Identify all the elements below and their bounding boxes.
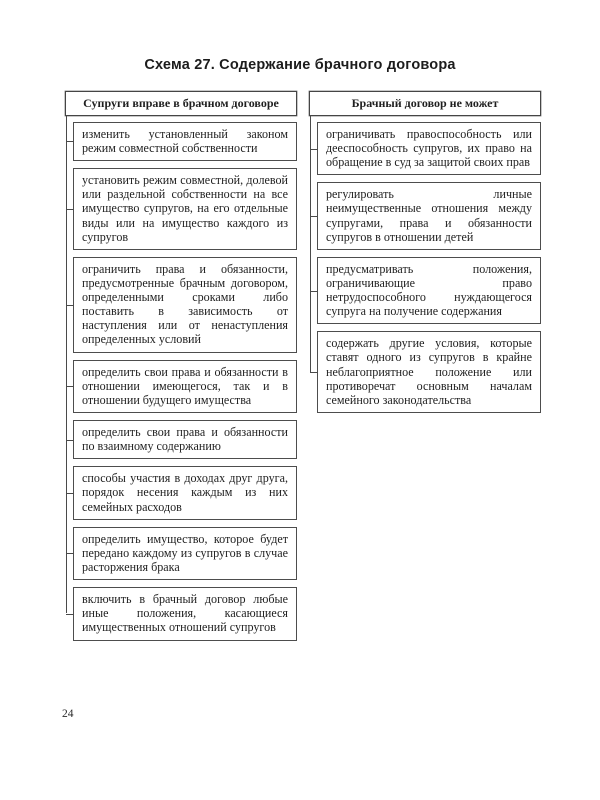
page-number: 24 bbox=[62, 708, 74, 720]
column-spouses-rights bbox=[65, 91, 297, 641]
diagram-node: способы участия в доходах друг друга, порядок несения каждым из них семейных расходов bbox=[73, 466, 297, 519]
diagram-node: регулировать личные неимущественные отношения между супругами, права и обязанности супругов в отношении детей bbox=[317, 182, 541, 250]
page-title: Схема 27. Содержание брачного договора bbox=[144, 57, 456, 73]
column-contract-cannot bbox=[309, 91, 541, 641]
column-items-left bbox=[73, 122, 297, 641]
column-header-left: Супруги вправе в брачном договоре bbox=[65, 91, 297, 116]
column-header-right: Брачный договор не может bbox=[309, 91, 541, 116]
diagram-node: определить свои права и обязанности по взаимному содержанию bbox=[73, 420, 297, 459]
schema-diagram bbox=[65, 91, 541, 641]
diagram-node: ограничивать правоспособность или дееспособность супругов, их право на обращение в суд за защитой своих прав bbox=[317, 122, 541, 175]
connector-vertical-line bbox=[66, 115, 67, 614]
diagram-node: ограничить права и обязанности, предусмотренные брачным договором, определенными сроками либо поставить в зависимость от наступления или от ненаступления определенных условий bbox=[73, 257, 297, 353]
diagram-node: изменить установленный законом режим совместной собственности bbox=[73, 122, 297, 161]
diagram-node: определить свои права и обязанности в отношении имеющегося, так и в отношении будущего имущества bbox=[73, 360, 297, 413]
column-items-right bbox=[317, 122, 541, 413]
diagram-node: определить имущество, которое будет передано каждому из супругов в случае расторжения брака bbox=[73, 527, 297, 580]
diagram-node: включить в брачный договор любые иные положения, касающиеся имущественных отношений супругов bbox=[73, 587, 297, 640]
diagram-node: предусматривать положения, ограничивающие право нетрудоспособного нуждающегося супруга на получение содержания bbox=[317, 257, 541, 325]
diagram-node: содержать другие условия, которые ставят одного из супругов в крайне неблагоприятное положение или противоречат основным началам семейного законодательства bbox=[317, 331, 541, 413]
connector-vertical-line bbox=[310, 115, 311, 373]
diagram-node: установить режим совместной, долевой или раздельной собственности на все имущество супругов, на его отдельные виды или на имущество каждого из супругов bbox=[73, 168, 297, 250]
